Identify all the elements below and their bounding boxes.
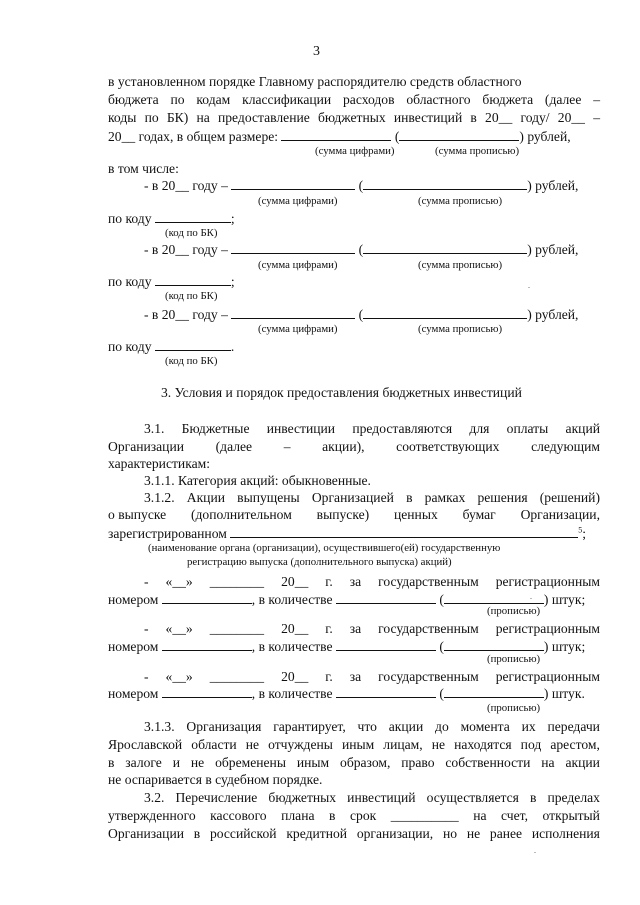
word: инвестиций [347,790,416,805]
word: момента [460,719,510,734]
p312-line2 [108,508,600,522]
word: соответствующих [396,439,500,454]
word: утвержденного [108,808,196,823]
reg-entry-2-line1 [144,622,600,636]
word: государственным [378,669,479,684]
word: гарантирует, [273,719,346,734]
caption-sum-digits: (сумма цифрами) [258,323,338,335]
p312-line3: зарегистрированном $^5$; [108,525,587,541]
word: в [406,490,413,505]
word: образом, [340,755,391,770]
reg-entry-1-line2: номером , в количестве ( ) штук; [108,592,586,607]
word: оплаты [506,421,549,436]
word: и [172,755,180,770]
caption-sum-words: (сумма прописью) [418,323,503,335]
year-line-3: - в 20__ году – ( ) рублей, [144,307,579,322]
word: регистрационным [495,669,600,684]
word: (дополнительном [190,507,292,522]
word: организации, [356,826,434,841]
word: - [144,574,149,589]
word: 3.1. [144,421,165,436]
caption-sum-digits: (сумма цифрами) [315,145,395,157]
word: следующим [531,439,600,454]
word: счет, [501,808,528,823]
word: – [283,439,291,454]
reg-entry-1-line1 [144,575,600,589]
word: регистрационным [495,621,600,636]
footnote-ref: 5 [578,525,583,535]
word: иным [296,755,330,770]
word: г. [325,669,333,684]
word: (решений) [539,490,600,505]
word: Организацией [311,490,394,505]
reg-entry-3-line2: номером , в количестве ( ) штук. [108,686,585,701]
word: - [144,669,149,684]
word: не [466,826,481,841]
word: 20__ [281,621,309,636]
word: в [329,808,336,823]
word: открытый [542,808,600,823]
word: передачи [547,719,600,734]
section-3-title: 3. Условия и порядок предоставления бюджетных инвестиций [161,385,522,400]
p32-line3 [108,827,600,841]
including-label: в том числе: [108,161,179,176]
word: выпущены [237,490,300,505]
word: ________ [209,574,265,589]
para1-line3: коды по БК) на предоставление бюджетных инвестиций в 20__ году/ 20__ – [108,110,600,125]
word: кредитной [286,826,348,841]
caption-code: (код по БК) [165,227,218,239]
word: лицам, [383,737,423,752]
word: 3.1.3. [144,719,175,734]
para1-line4: 20__ годах, в общем размере: ( ) рублей, [108,129,571,144]
word: в [529,790,537,805]
p313-line3 [108,756,600,770]
word: государственным [378,621,479,636]
word: акций [565,421,600,436]
caption-registrar-1: (наименование органа (организации), осуществившего(ей) государственную [148,542,501,554]
word: не [190,755,205,770]
word: 3.2. [144,790,165,805]
word: собственности [445,755,531,770]
word: бюджетных [268,790,337,805]
word: решения [477,490,528,505]
word: области [191,737,237,752]
word: за [349,669,362,684]
word: Бюджетные [181,421,250,436]
word: в [108,755,115,770]
word: залоге [125,755,162,770]
scan-speck [528,287,530,288]
word: право [401,755,435,770]
word: 20__ [281,669,309,684]
word: не [431,737,446,752]
word: акции [565,755,600,770]
p31-line3: характеристикам: [108,456,211,471]
word: на [541,755,555,770]
word: в [193,826,201,841]
word: акции [388,719,424,734]
word: пределах [547,790,600,805]
p31-line1 [144,422,600,436]
caption-code: (код по БК) [165,290,218,302]
p313-line2 [108,738,600,752]
page-number: 3 [313,44,320,59]
word: инвестиции [266,421,336,436]
word: Организации, [520,507,600,522]
word: ________ [209,669,265,684]
word: акции), [322,439,365,454]
reg-entry-3-line1 [144,670,600,684]
caption-sum-words: (сумма прописью) [418,259,503,271]
year-line-1: - в 20__ году – ( ) рублей, [144,178,579,193]
p311: 3.1.1. Категория акций: обыкновенные. [144,473,371,488]
code-line-3: по коду . [108,339,235,354]
caption-sum-digits: (сумма цифрами) [258,259,338,271]
reg-entry-2-line2: номером , в количестве ( ) штук; [108,639,586,654]
caption-sum-words: (сумма прописью) [418,195,503,207]
p313-line1 [144,720,600,734]
word: «__» [165,669,193,684]
word: отчуждены [268,737,333,752]
word: срок [349,808,377,823]
word: под [520,737,542,752]
para1-line1-full: в установленном порядке Главному распорядителю средств областного [108,74,522,89]
scan-speck [530,598,532,599]
caption-words: (прописью) [487,605,541,617]
caption-words: (прописью) [487,653,541,665]
word: до [435,719,449,734]
word: за [349,621,362,636]
p31-line2 [108,440,600,454]
caption-words: (прописью) [487,702,541,714]
word: 3.1.2. [144,490,175,505]
word: «__» [165,621,193,636]
word: не [245,737,260,752]
word: Акции [186,490,225,505]
word: 20__ [281,574,309,589]
word: ранее [489,826,523,841]
word: о выпуске [108,507,167,522]
word: за [349,574,362,589]
word: осуществляется [426,790,519,805]
word: российской [209,826,277,841]
word: кассового [210,808,267,823]
word: предоставляются [352,421,453,436]
word: Организация [186,719,262,734]
p313-line4: не оспаривается в судебном порядке. [108,772,323,787]
word: г. [325,574,333,589]
word: государственным [378,574,479,589]
word: (далее [215,439,253,454]
word: рамках [424,490,466,505]
caption-sum-words: (сумма прописью) [435,145,520,157]
word: арестом, [550,737,600,752]
word: находятся [454,737,512,752]
word: г. [325,621,333,636]
p32-line2 [108,809,600,823]
p312-line1 [144,491,600,505]
code-line-1: по коду ; [108,211,235,226]
code-line-2: по коду ; [108,274,235,289]
word: Перечисление [175,790,258,805]
word: на [473,808,487,823]
para1-line2: бюджета по кодам классификации расходов областного бюджета (далее – [108,92,600,107]
word: ценных [393,507,438,522]
year-line-2: - в 20__ году – ( ) рублей, [144,242,579,257]
p32-line1 [144,791,600,805]
caption-registrar-2: регистрацию выпуска (дополнительного выпуска) акций) [187,556,452,568]
word: их [521,719,536,734]
word: бумаг [462,507,496,522]
word: - [144,621,149,636]
caption-sum-digits: (сумма цифрами) [258,195,338,207]
word: Организации [108,439,185,454]
word: плана [281,808,315,823]
word: Ярославской [108,737,183,752]
word: обременены [215,755,286,770]
scan-speck [534,852,536,853]
word: что [357,719,377,734]
word: выпуске) [316,507,370,522]
word: исполнения [531,826,600,841]
word: Организации [108,826,185,841]
word: для [469,421,490,436]
word: но [442,826,458,841]
caption-code: (код по БК) [165,355,218,367]
word: регистрационным [495,574,600,589]
word: иным [341,737,375,752]
word: ________ [209,621,265,636]
word: «__» [165,574,193,589]
word: __________ [390,808,459,823]
